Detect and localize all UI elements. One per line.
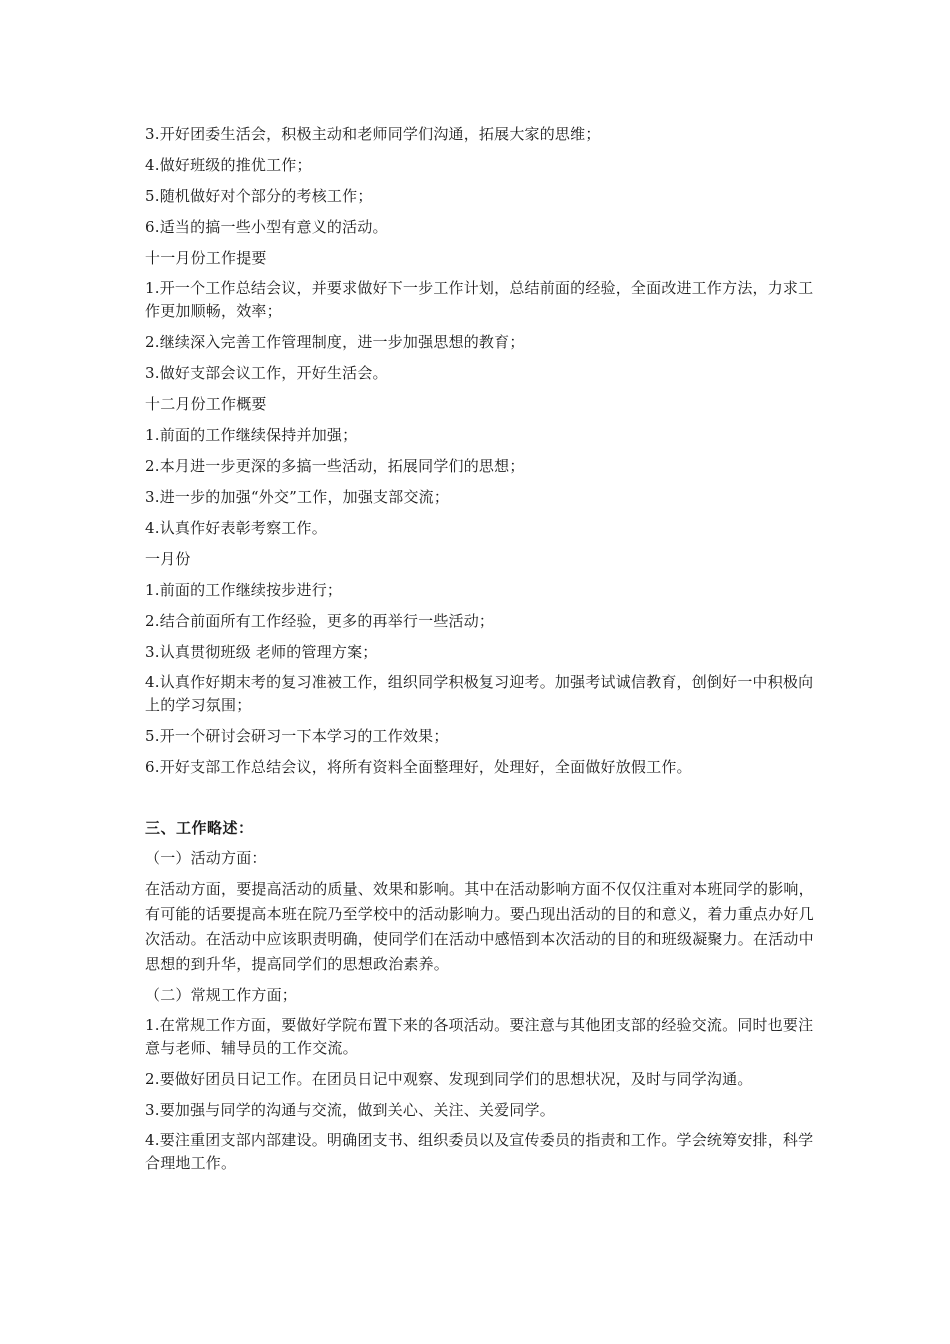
list-item: 4.要注重团支部内部建设。明确团支书、组织委员以及宣传委员的指责和工作。学会统筹安排，科学合理地工作。	[145, 1131, 814, 1172]
list-item: 1.在常规工作方面，要做好学院布置下来的各项活动。要注意与其他团支部的经验交流。同时也要注意与老师、辅导员的工作交流。	[145, 1016, 814, 1057]
text-line: 3.做好支部会议工作，开好生活会。	[145, 364, 388, 382]
section-title-december: 十二月份工作概要	[145, 395, 267, 413]
text-line: 2.继续深入完善工作管理制度，进一步加强思想的教育；	[145, 333, 525, 351]
text-line: 1.开一个工作总结会议，并要求做好下一步工作计划，总结前面的经验，全面改进工作方法，力求工作更加顺畅，效率；	[145, 279, 814, 320]
section-heading: 三、工作略述：	[145, 819, 254, 837]
subsection-title: （一）活动方面：	[145, 849, 267, 867]
document-page	[145, 122, 815, 1182]
text-line: 5.随机做好对个部分的考核工作；	[145, 187, 373, 205]
text-line: 4.做好班级的推优工作；	[145, 156, 312, 174]
text-line: 3.进一步的加强“外交”工作，加强支部交流；	[145, 488, 450, 506]
subsection-title: （二）常规工作方面；	[145, 986, 298, 1004]
text-line: 1.前面的工作继续按步进行；	[145, 581, 343, 599]
text-line: 4.认真作好表彰考察工作。	[145, 519, 327, 537]
text-line: 3.认真贯彻班级 老师的管理方案；	[145, 643, 378, 661]
text-line: 6.开好支部工作总结会议，将所有资料全面整理好，处理好，全面做好放假工作。	[145, 758, 692, 776]
section-title-january: 一月份	[145, 550, 191, 568]
text-line: 4.认真作好期末考的复习准被工作，组织同学积极复习迎考。加强考试诚信教育，创倒好一中积极向上的学习氛围；	[145, 673, 814, 714]
text-line: 2.结合前面所有工作经验，更多的再举行一些活动；	[145, 612, 495, 630]
text-line: 2.本月进一步更深的多搞一些活动，拓展同学们的思想；	[145, 457, 525, 475]
list-item: 2.要做好团员日记工作。在团员日记中观察、发现到同学们的思想状况，及时与同学沟通。	[145, 1070, 753, 1088]
list-item: 3.要加强与同学的沟通与交流，做到关心、关注、关爱同学。	[145, 1101, 555, 1119]
text-line: 6.适当的搞一些小型有意义的活动。	[145, 218, 388, 236]
paragraph: 在活动方面，要提高活动的质量、效果和影响。其中在活动影响方面不仅仅注重对本班同学的影响，有可能的话要提高本班在院乃至学校中的活动影响力。要凸现出活动的目的和意义，着力重点办好几次活动。在活动中应该职责明确，使同学们在活动中感悟到本次活动的目的和班级凝聚力。在活动中思想的到升华，提高同学们的思想政治素养。	[145, 880, 814, 973]
spacer	[145, 786, 815, 816]
section-title-november: 十一月份工作提要	[145, 249, 267, 267]
text-line: 5.开一个研讨会研习一下本学习的工作效果；	[145, 727, 449, 745]
text-line: 3.开好团委生活会，积极主动和老师同学们沟通，拓展大家的思维；	[145, 125, 601, 143]
text-line: 1.前面的工作继续保持并加强；	[145, 426, 358, 444]
